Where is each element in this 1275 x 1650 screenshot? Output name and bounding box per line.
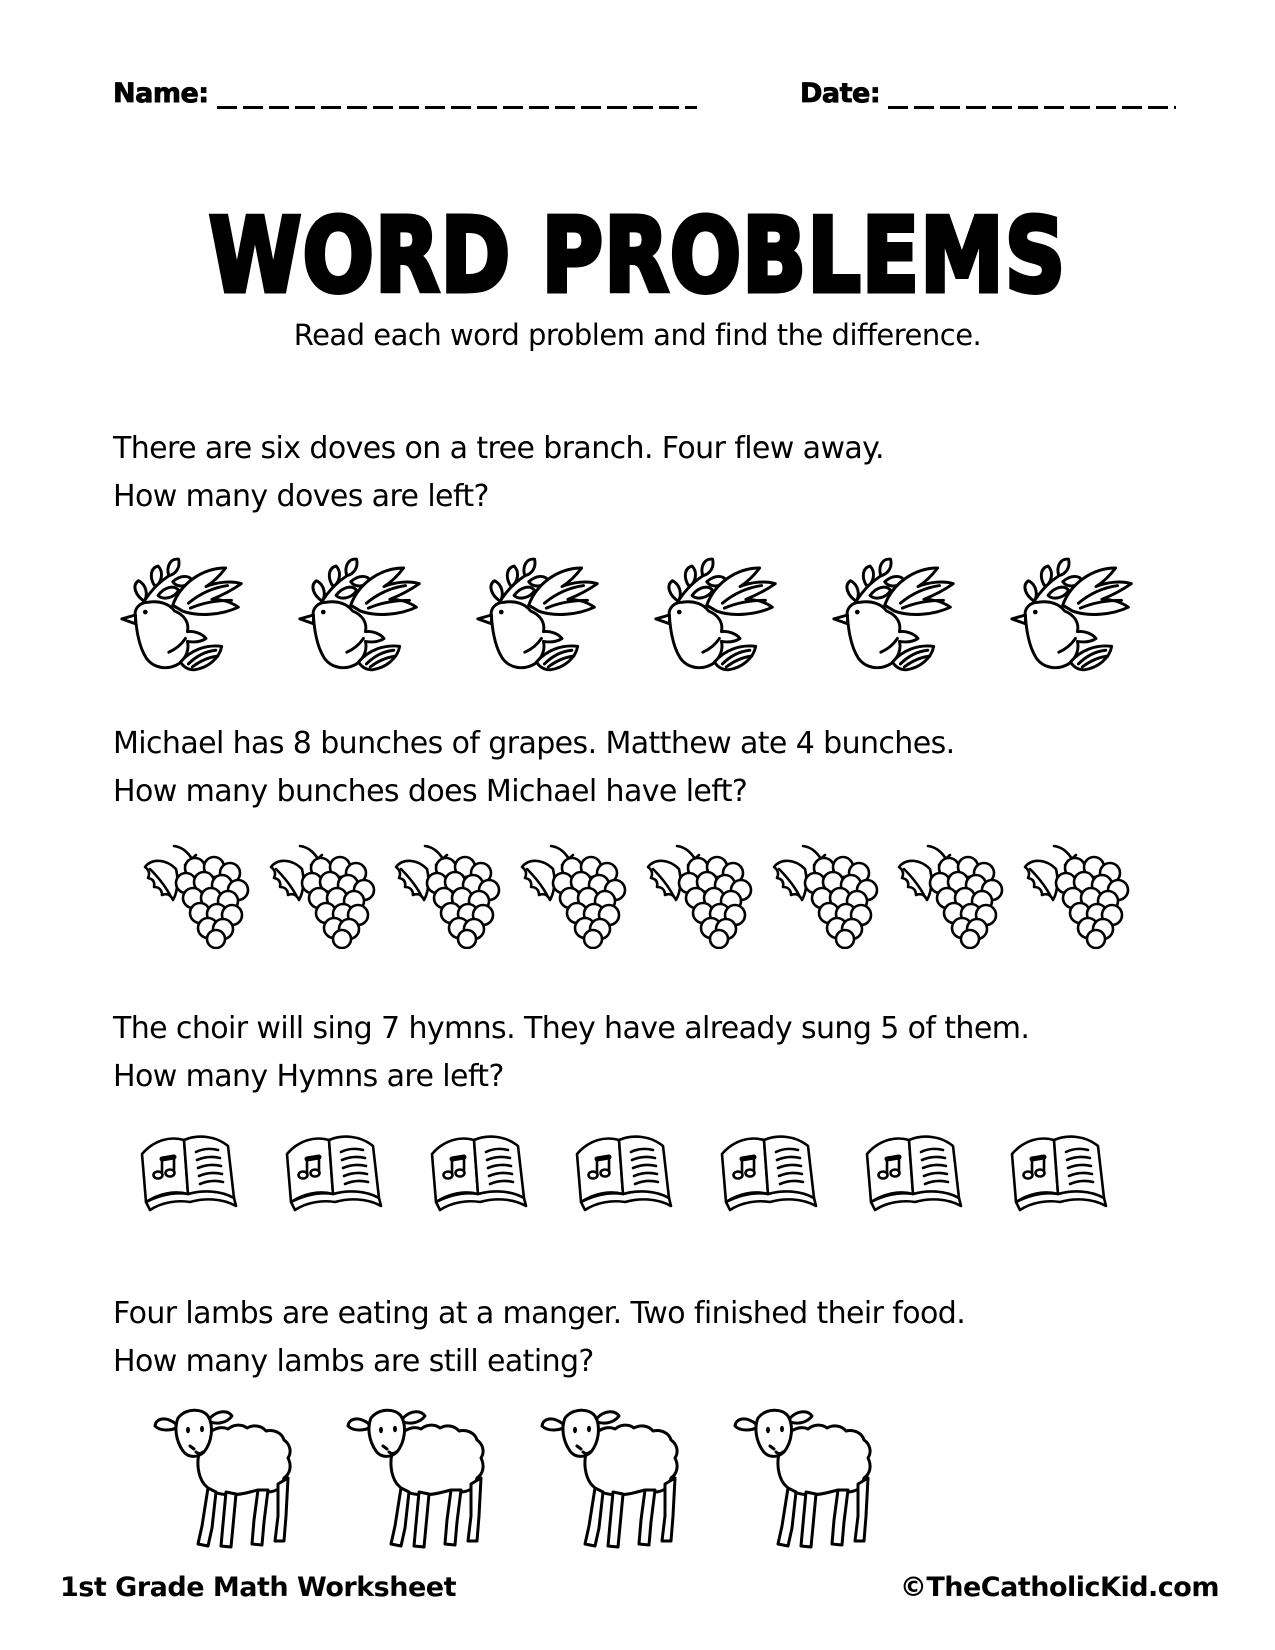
problem-2 bbox=[113, 720, 955, 816]
lamb-row bbox=[152, 1400, 882, 1555]
grapes-icon bbox=[138, 841, 250, 949]
hymnal-icon bbox=[567, 1128, 675, 1224]
grapes-row bbox=[138, 841, 1130, 949]
problem-1 bbox=[113, 425, 884, 521]
hymnal-icon bbox=[1002, 1128, 1110, 1224]
grapes-icon bbox=[1018, 841, 1130, 949]
dove-icon bbox=[1002, 556, 1144, 672]
lamb-icon bbox=[539, 1400, 689, 1555]
dove-icon bbox=[112, 556, 254, 672]
name-write-line bbox=[217, 83, 697, 109]
date-write-line bbox=[888, 83, 1176, 109]
grapes-icon bbox=[767, 841, 879, 949]
problem-4-line1: Four lambs are eating at a manger. Two finished their food. bbox=[113, 1296, 966, 1331]
problem-1-line2: How many doves are left? bbox=[113, 479, 489, 514]
footer-copyright: ©TheCatholicKid.com bbox=[899, 1572, 1219, 1603]
hymnal-row bbox=[132, 1128, 1110, 1224]
grapes-icon bbox=[389, 841, 501, 949]
grapes-icon bbox=[264, 841, 376, 949]
lamb-icon bbox=[732, 1400, 882, 1555]
problem-3-line2: How many Hymns are left? bbox=[113, 1059, 504, 1094]
date-label: Date: bbox=[800, 78, 881, 109]
name-field bbox=[113, 78, 697, 109]
lamb-icon bbox=[345, 1400, 495, 1555]
grapes-icon bbox=[892, 841, 1004, 949]
hymnal-icon bbox=[857, 1128, 965, 1224]
grapes-icon bbox=[641, 841, 753, 949]
date-field bbox=[800, 78, 1176, 109]
hymnal-icon bbox=[277, 1128, 385, 1224]
problem-3 bbox=[113, 1005, 1029, 1101]
problem-2-line1: Michael has 8 bunches of grapes. Matthew ate 4 bunches. bbox=[113, 726, 955, 761]
lamb-icon bbox=[152, 1400, 302, 1555]
hymnal-icon bbox=[712, 1128, 820, 1224]
dove-icon bbox=[824, 556, 966, 672]
page-subtitle: Read each word problem and find the difference. bbox=[293, 318, 982, 352]
page-title: WORD PROBLEMS bbox=[208, 196, 1067, 316]
hymnal-icon bbox=[422, 1128, 530, 1224]
dove-icon bbox=[646, 556, 788, 672]
problem-3-line1: The choir will sing 7 hymns. They have already sung 5 of them. bbox=[113, 1011, 1030, 1046]
problem-1-line1: There are six doves on a tree branch. Four flew away. bbox=[113, 431, 884, 466]
dove-icon bbox=[290, 556, 432, 672]
problem-4-line2: How many lambs are still eating? bbox=[113, 1344, 594, 1379]
problem-2-line2: How many bunches does Michael have left? bbox=[113, 774, 748, 809]
dove-icon bbox=[468, 556, 610, 672]
grapes-icon bbox=[515, 841, 627, 949]
problem-4 bbox=[113, 1290, 965, 1386]
footer-worksheet-label: 1st Grade Math Worksheet bbox=[60, 1572, 456, 1603]
dove-row bbox=[112, 556, 1144, 672]
hymnal-icon bbox=[132, 1128, 240, 1224]
name-label: Name: bbox=[113, 78, 209, 109]
